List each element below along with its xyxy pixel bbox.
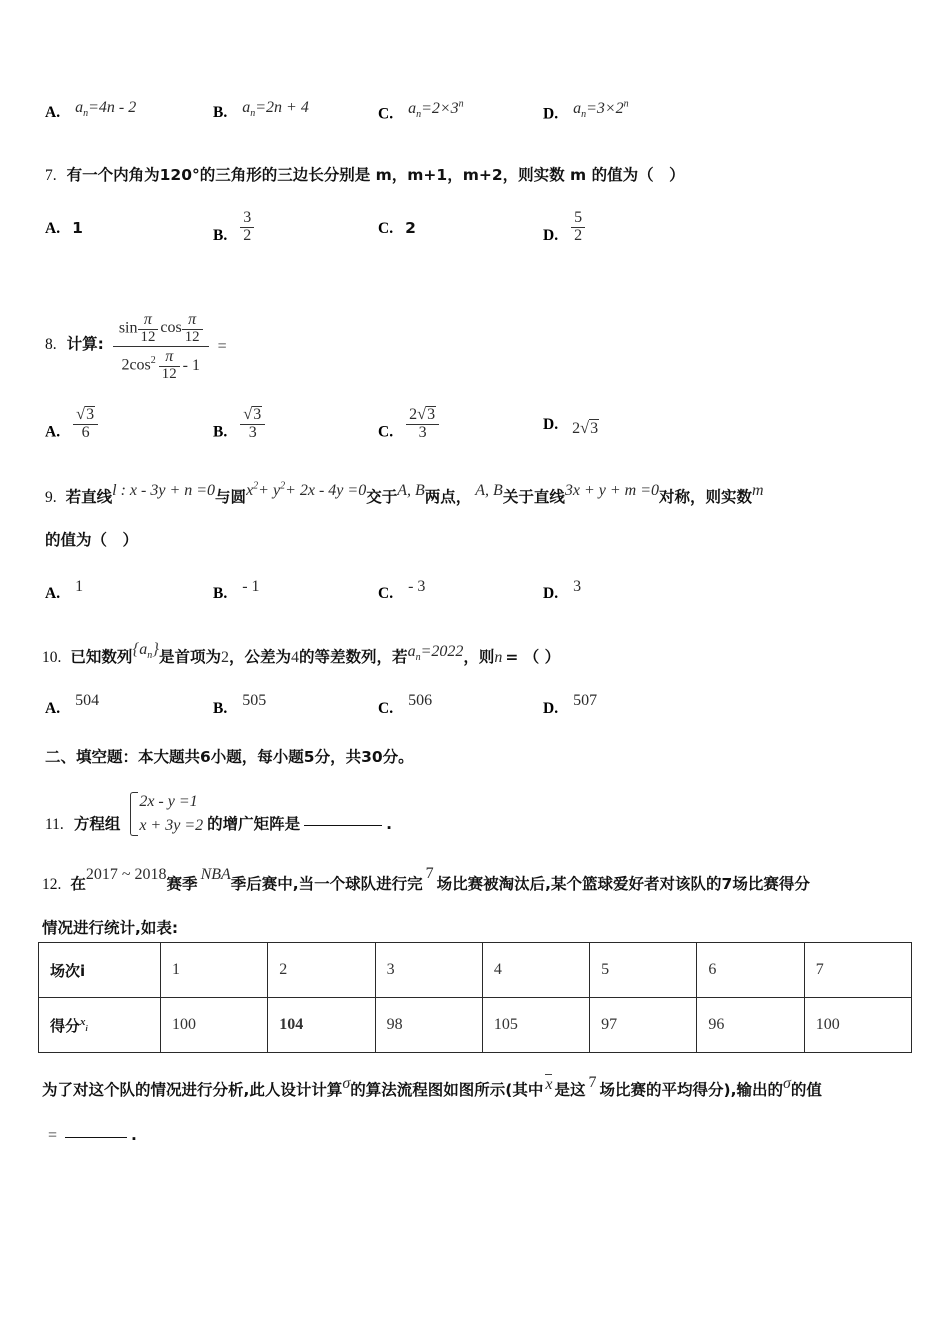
table-row-games (39, 943, 912, 998)
question-12: 12. 在2017 ~ 2018赛季NBA季后赛中,当一个球队进行完7场比赛被淘汰后,某个篮球爱好者对该队的7场比赛得分 (42, 865, 810, 893)
q10-option-b[interactable] (213, 692, 267, 718)
q11-equation-system (128, 790, 203, 838)
scores-row-label: 得分$^x$i (39, 998, 161, 1053)
q7-number: 7. (45, 167, 57, 184)
games-row-label: 场次i (39, 943, 161, 998)
q12-answer-line: = . (48, 1126, 137, 1144)
q9-option-a-value: 1 (75, 578, 84, 595)
q8-option-d-letter: D. (543, 416, 559, 433)
q6-option-d[interactable] (543, 99, 629, 126)
q9-line-2: 3x + y + m =0 (564, 482, 659, 499)
q10-option-d[interactable] (543, 692, 598, 718)
q9-option-c-value: - 3 (408, 578, 426, 595)
q8-option-a-letter: A. (45, 423, 61, 441)
game-cell: 1 (161, 943, 268, 998)
q8-denominator: $2\cos^2$ $\frac{\pi}{12}$ - 1 (113, 346, 209, 382)
q8-option-b-letter: B. (213, 423, 228, 441)
q10-option-c-value: 506 (408, 692, 433, 709)
q10-an-value: $a_n=2022$ (407, 643, 464, 664)
game-cell: 2 (268, 943, 375, 998)
q9-option-a-letter: A. (45, 585, 61, 602)
q9-circle-eq: $x^2+ y^2+ 2x - 4y =0$ (246, 480, 367, 499)
q8-option-a[interactable] (45, 406, 98, 451)
score-cell: 100 (161, 998, 268, 1053)
q7-option-d-fraction: $\frac{5}{2}$ (571, 210, 585, 245)
sigma-symbol-2: σ (782, 1075, 791, 1092)
q10-sequence: $\{a_n\}$ (132, 639, 160, 662)
game-cell: 3 (375, 943, 482, 998)
q10-option-d-value: 507 (573, 692, 598, 709)
question-10: 10. 已知数列$\{a_n\}$是首项为2，公差为4的等差数列，若$a_n=2022$，则n = （ ） (42, 639, 561, 666)
q8-number: 8. (45, 336, 57, 354)
q9-option-b-value: - 1 (242, 578, 260, 595)
x-bar-symbol: x (545, 1076, 553, 1093)
sigma-symbol: σ (342, 1075, 351, 1092)
game-cell: 5 (590, 943, 697, 998)
q6-option-c-expr: $a_n=2\times 3^n$ (408, 99, 464, 121)
q12-season: 2017 ~ 2018 (85, 866, 167, 883)
q7-option-c[interactable] (378, 219, 416, 238)
game-cell: 6 (697, 943, 804, 998)
q8-option-a-fraction: √ $\frac{3}{6}$ (73, 406, 98, 442)
q10-option-a[interactable] (45, 692, 100, 718)
q8-option-d-value: 2 √ 3 (572, 420, 599, 437)
q6-option-d-expr: $a_n=3\times 2^n$ (573, 99, 629, 121)
score-cell: 97 (590, 998, 697, 1053)
q7-option-c-value: 2 (405, 219, 416, 237)
q11-equation-2: x + 3y =2 (139, 817, 204, 834)
section-2-heading: 二、填空题：本大题共6小题，每小题5分，共30分。 (45, 748, 414, 766)
q8-option-c[interactable] (378, 406, 439, 451)
q6-option-c-letter: C. (378, 105, 394, 123)
q9-number: 9. (45, 489, 57, 506)
q7-option-b-letter: B. (213, 226, 228, 244)
scores-table (38, 942, 912, 1053)
q7-option-b[interactable] (213, 209, 254, 254)
q8-label: 计算: (66, 335, 104, 354)
q9-option-d[interactable] (543, 578, 582, 603)
q6-option-b-letter: B. (213, 104, 228, 121)
q8-option-b-fraction: √ $\frac{3}{3}$ (240, 406, 265, 442)
q10-option-b-letter: B. (213, 700, 228, 717)
q6-option-a[interactable] (45, 99, 137, 124)
q12-equals: = (48, 1127, 58, 1144)
q12-number: 12. (42, 876, 62, 893)
q6-option-d-letter: D. (543, 105, 559, 123)
q9-option-c[interactable] (378, 578, 426, 603)
q9-line-l: l : x - 3y + n =0 (112, 482, 216, 499)
q8-option-d[interactable] (543, 415, 599, 437)
game-cell: 7 (804, 943, 911, 998)
q7-option-d-letter: D. (543, 226, 559, 244)
q7-option-d[interactable] (543, 209, 585, 254)
q8-option-b[interactable] (213, 406, 265, 451)
q8-option-c-fraction: $\frac{2 √ 3}{3}$ (406, 406, 439, 442)
q7-option-b-fraction: $\frac{3}{2}$ (240, 210, 254, 245)
q12-closing-text: 为了对这个队的情况进行分析,此人设计计算σ的算法流程图如图所示(其中 x 是这 7 场比赛的平均得分),输出的σ的值 (42, 1074, 822, 1099)
q12-text-line2: 情况进行统计,如表: (42, 919, 179, 937)
q9-option-b[interactable] (213, 578, 260, 603)
q12-answer-blank[interactable] (65, 1124, 127, 1138)
q7-option-a-letter: A. (45, 220, 61, 237)
q6-option-a-expr: $a_n=4n - 2$ (75, 99, 137, 120)
q10-option-b-value: 505 (242, 692, 267, 709)
q9-option-a[interactable] (45, 578, 84, 603)
q7-text: 有一个内角为120°的三角形的三边长分别是 m，m+1，m+2，则实数 m 的值为（ ） (66, 166, 685, 184)
q7-option-a-value: 1 (72, 219, 83, 237)
q12-league: NBA (200, 866, 231, 883)
q10-option-d-letter: D. (543, 700, 559, 717)
q8-equals: = (217, 338, 227, 356)
q11-answer-blank[interactable] (304, 812, 382, 826)
q9-text-line2: 的值为（ ） (45, 531, 139, 549)
q9-option-c-letter: C. (378, 585, 394, 602)
q6-option-b[interactable] (213, 99, 309, 124)
q8-numerator: sin $\frac{\pi}{12}$ cos $\frac{\pi}{12}$ (113, 312, 209, 346)
question-9: 9. 若直线l : x - 3y + n =0与圆$x^2+ y^2+ 2x - 4y =0$交于A, B两点， A, B关于直线3x + y + m =0对称，则实数m (45, 480, 764, 506)
score-cell: 105 (482, 998, 589, 1053)
q10-option-c[interactable] (378, 692, 433, 718)
q9-option-d-letter: D. (543, 585, 559, 602)
score-cell: 98 (375, 998, 482, 1053)
score-cell: 104 (268, 998, 375, 1053)
score-cell: 100 (804, 998, 911, 1053)
q8-expression (113, 312, 209, 383)
score-cell: 96 (697, 998, 804, 1053)
q6-option-b-expr: $a_n=2n + 4$ (242, 99, 309, 120)
q7-option-a[interactable] (45, 219, 83, 238)
table-row-scores (39, 998, 912, 1053)
question-11: 11. 方程组 2x - y =1 x + 3y =2 的增广矩阵是 . (45, 790, 392, 838)
q6-option-a-letter: A. (45, 104, 61, 121)
q9-option-d-value: 3 (573, 578, 582, 595)
q10-option-c-letter: C. (378, 700, 394, 717)
q10-number: 10. (42, 649, 62, 666)
q11-equation-1: 2x - y =1 (139, 793, 198, 810)
q8-option-c-letter: C. (378, 423, 394, 441)
q10-option-a-value: 504 (75, 692, 100, 709)
q6-option-c[interactable] (378, 99, 464, 126)
q9-option-b-letter: B. (213, 585, 228, 602)
game-cell: 4 (482, 943, 589, 998)
question-8 (45, 310, 227, 381)
question-7 (45, 163, 685, 185)
q11-number: 11. (45, 815, 64, 833)
q7-option-c-letter: C. (378, 220, 394, 237)
q10-option-a-letter: A. (45, 700, 61, 717)
